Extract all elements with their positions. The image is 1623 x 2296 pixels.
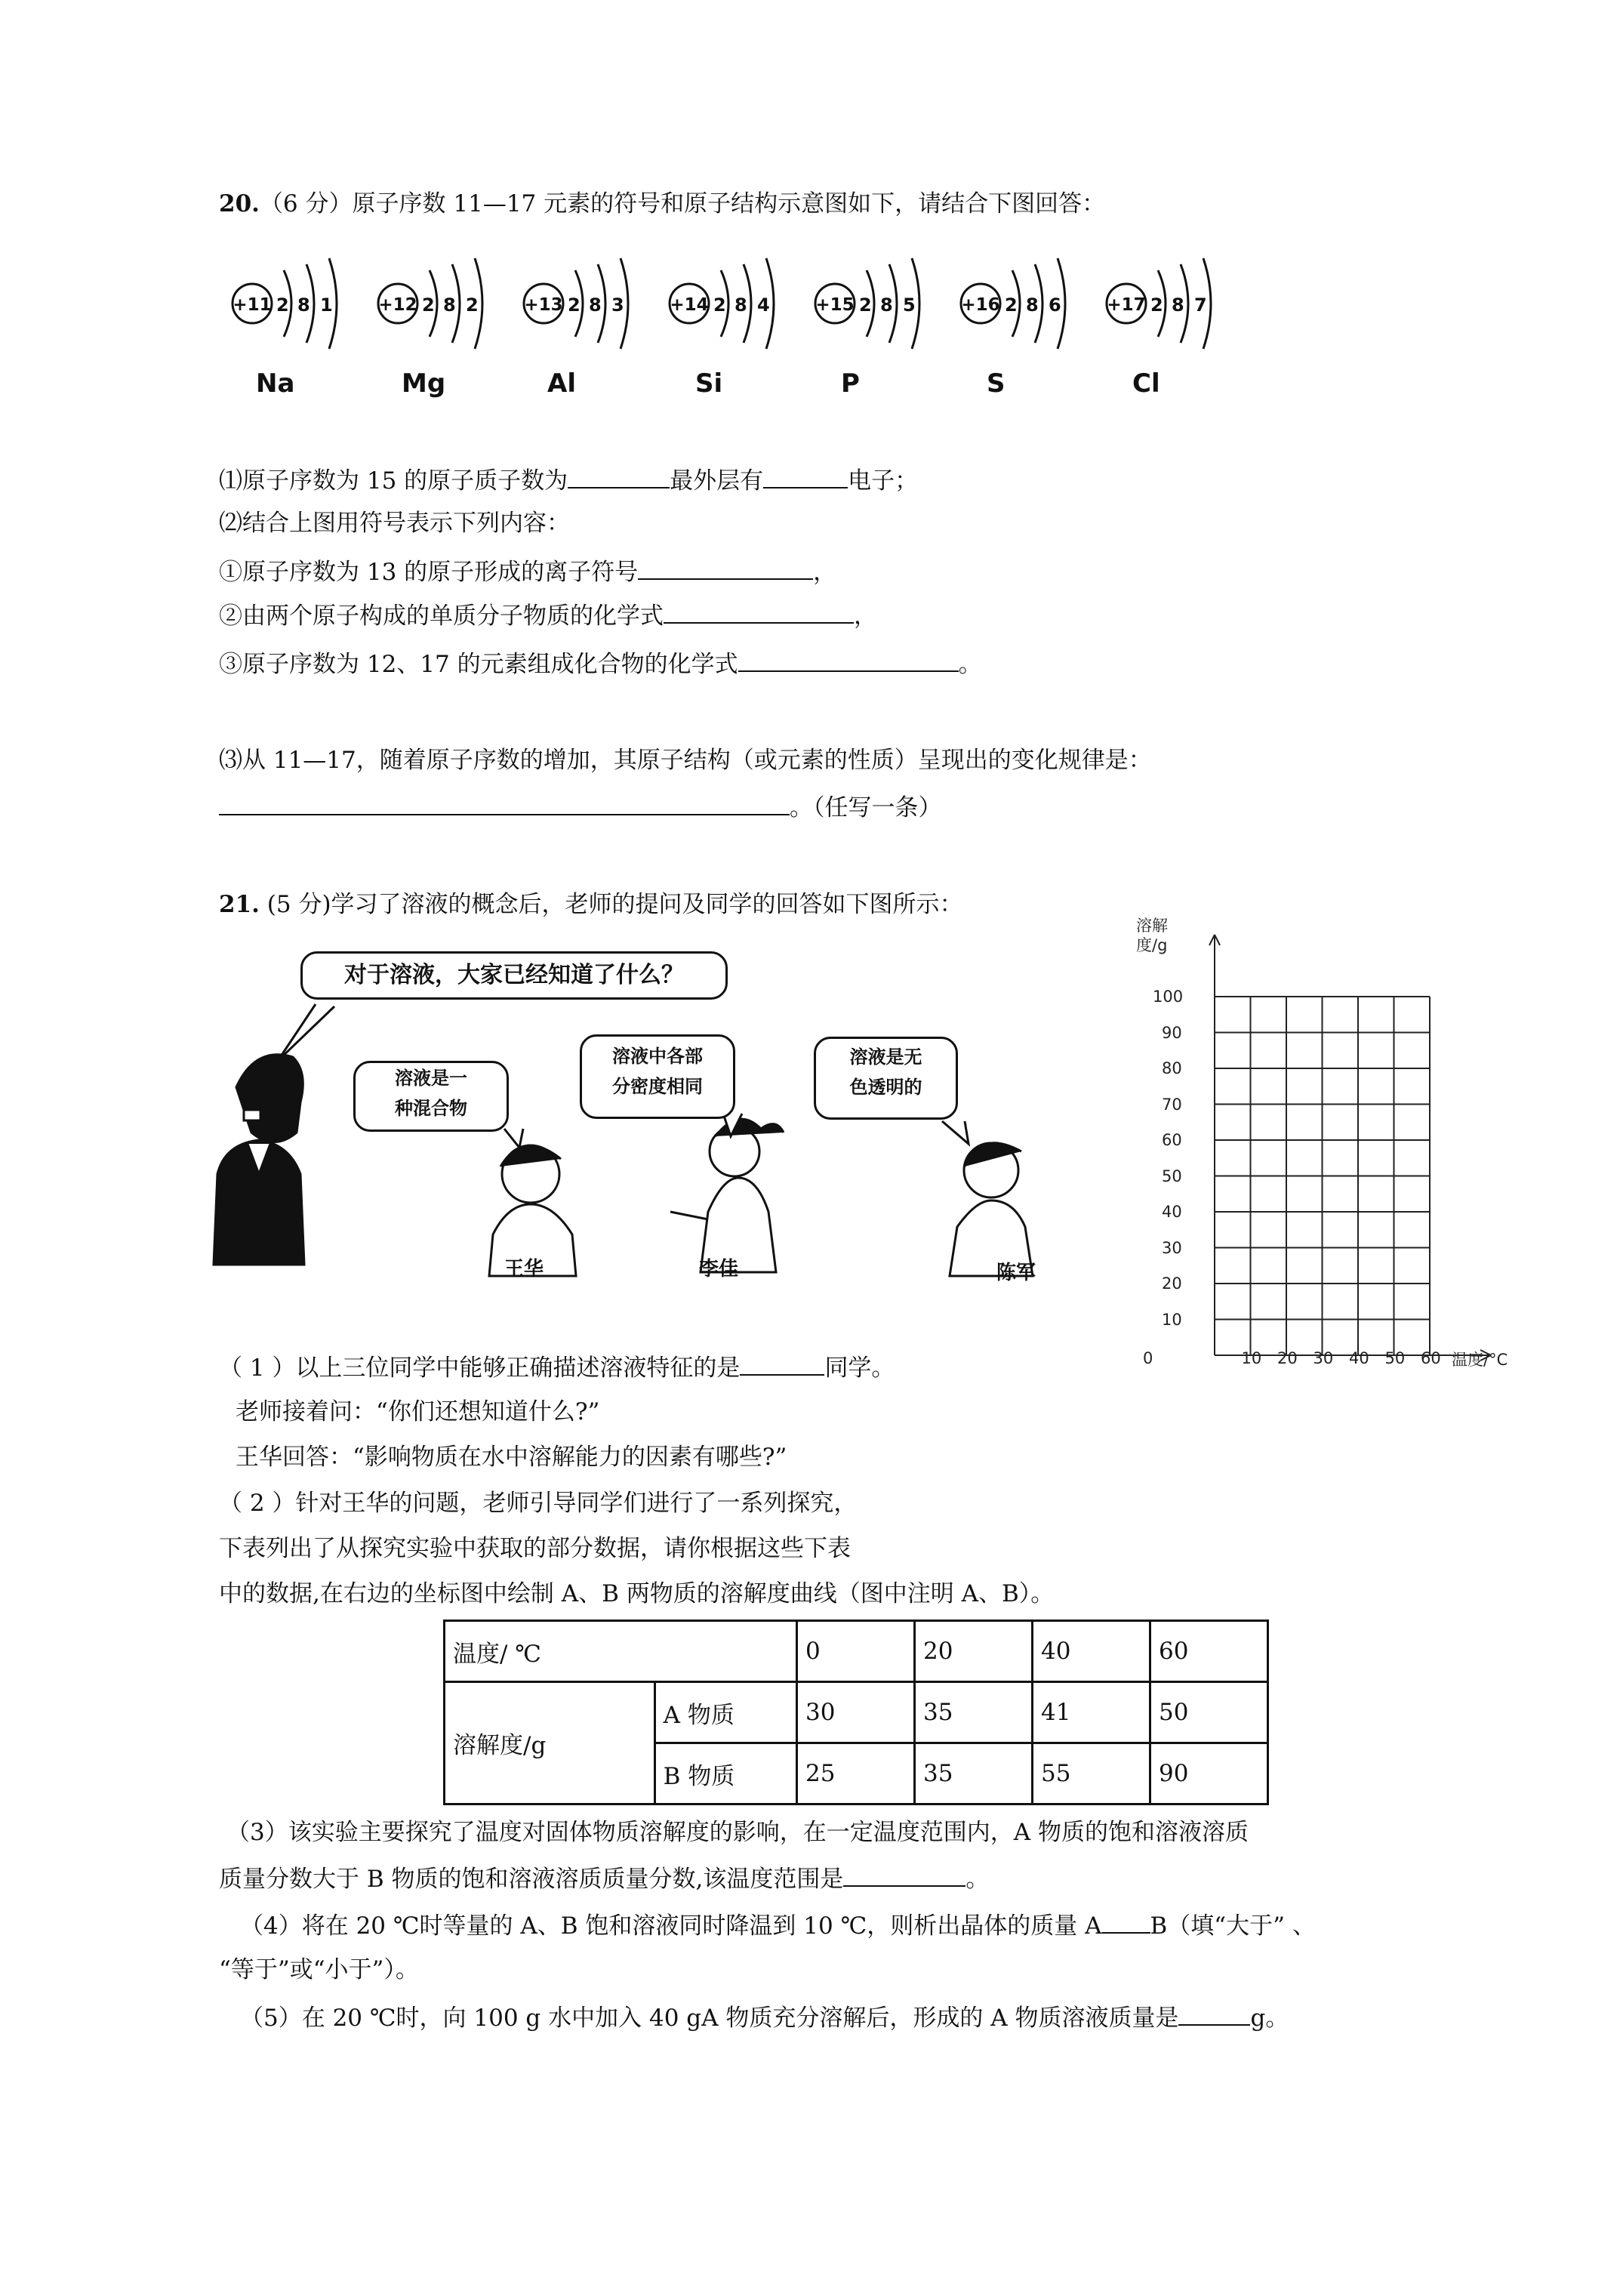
wang-bubble-tail — [504, 1129, 523, 1148]
q20-part2-1 — [219, 556, 836, 587]
x-tick-label: 50 — [1384, 1349, 1406, 1367]
q20-part2-2 — [219, 599, 877, 631]
q20-part2-1-text: ①原子序数为 13 的原子形成的离子符号 — [219, 559, 639, 586]
answer-blank-student[interactable] — [740, 1351, 824, 1376]
shell-electron-count: 2 — [422, 294, 435, 316]
answer-blank-solution-mass[interactable] — [1178, 2002, 1250, 2026]
atom-diagram — [815, 258, 919, 349]
y-tick-label: 100 — [1153, 988, 1184, 1006]
shell-electron-count: 8 — [735, 294, 747, 316]
graph-ylabel-line2: 度/g — [1136, 936, 1168, 954]
answer-blank-compound-formula[interactable] — [738, 648, 959, 672]
y-tick-label: 40 — [1162, 1203, 1182, 1221]
table-substance-b: B 物质 — [654, 1743, 796, 1804]
atom-diagram — [378, 258, 482, 349]
element-symbol: Cl — [1132, 368, 1160, 399]
y-tick-label: 80 — [1162, 1059, 1182, 1077]
q21-part5-text: （5）在 20 ℃时，向 100 g 水中加入 40 gA 物质充分溶解后，形成的 A 物质溶液质量是 — [240, 2005, 1179, 2032]
solubility-graph[interactable] — [1136, 914, 1529, 1374]
nucleus-charge: +11 — [233, 295, 272, 315]
atom-diagram — [961, 258, 1065, 349]
q20-part2-3 — [219, 648, 982, 680]
shell-electron-count: 2 — [1150, 294, 1163, 316]
q21-teacher-asks: 老师接着问：“你们还想知道什么?” — [236, 1398, 600, 1425]
table-value-cell: 41 — [1033, 1682, 1150, 1743]
shell-electron-count: 1 — [320, 294, 333, 316]
q21-part2-line2: 下表列出了从探究实验中获取的部分数据，请你根据这些下表 — [219, 1535, 851, 1562]
y-tick-label: 20 — [1162, 1274, 1182, 1293]
element-symbol: Na — [256, 368, 295, 399]
atom-diagram — [524, 258, 628, 349]
element-symbol: S — [987, 368, 1006, 399]
graph-grid — [1136, 914, 1529, 1374]
shell-electron-count: 2 — [1005, 294, 1018, 316]
q20-part3: ⑶从 11—17，随着原子序数的增加，其原子结构（或元素的性质）呈现出的变化规律是： — [219, 747, 1152, 774]
q21-part5 — [240, 2002, 1289, 2033]
q21-intro: (5 分)学习了溶液的概念后，老师的提问及同学的回答如下图所示： — [266, 891, 963, 918]
answer-blank-ion-symbol[interactable] — [638, 556, 813, 580]
q20-part2-1-end: ， — [813, 559, 837, 586]
teacher-speech-bubble: 对于溶液，大家已经知道了什么？ — [300, 951, 728, 1000]
table-temp-cell: 60 — [1150, 1621, 1268, 1682]
chen-bubble-line2: 色透明的 — [849, 1077, 922, 1098]
q21-part3-line2 — [219, 1863, 989, 1894]
q21-part1-end: 同学。 — [824, 1354, 895, 1382]
element-symbol: P — [841, 368, 860, 399]
q20-part3-end: 。（任写一条） — [790, 794, 942, 821]
table-row-temperature — [445, 1621, 1268, 1682]
shell-electron-count: 5 — [903, 294, 916, 316]
y-tick-label: 60 — [1162, 1131, 1182, 1149]
shell-electron-count: 8 — [589, 294, 602, 316]
x-tick-label: 10 — [1241, 1349, 1262, 1367]
atom-diagram — [233, 258, 337, 349]
nucleus-charge: +12 — [378, 295, 417, 315]
q21-part4-line1 — [240, 1909, 1316, 1941]
q21-part1-text: （ 1 ）以上三位同学中能够正确描述溶液特征的是 — [219, 1354, 741, 1382]
shell-electron-count: 8 — [443, 294, 456, 316]
q20-part2: ⑵结合上图用符号表示下列内容： — [219, 510, 570, 537]
graph-origin-label: 0 — [1143, 1349, 1153, 1367]
q20-intro: （6 分）原子序数 11—17 元素的符号和原子结构示意图如下，请结合下图回答： — [259, 190, 1106, 217]
graph-y-axis-arrow — [1209, 935, 1220, 1355]
graph-ylabel-line1: 溶解 — [1136, 917, 1168, 935]
q20-part1 — [219, 464, 918, 496]
q21-part3-text: 质量分数大于 B 物质的饱和溶液溶质质量分数,该温度范围是 — [219, 1866, 844, 1893]
q21-part3-end: 。 — [965, 1866, 990, 1893]
x-tick-label: 40 — [1349, 1349, 1369, 1367]
table-header-solubility: 溶解度/g — [445, 1682, 655, 1804]
q21-part2-line1: （ 2 ）针对王华的问题，老师引导同学们进行了一系列探究， — [219, 1490, 858, 1517]
element-symbol: Si — [695, 368, 723, 399]
nucleus-charge: +14 — [670, 295, 709, 315]
q21-part4-text-a: （4）将在 20 ℃时等量的 A、B 饱和溶液同时降温到 10 ℃，则析出晶体的质量 A — [240, 1912, 1102, 1940]
shell-electron-count: 6 — [1049, 294, 1061, 316]
table-value-cell: 55 — [1033, 1743, 1150, 1804]
teacher-head — [236, 1055, 303, 1142]
teacher-bubble-tail — [278, 1004, 334, 1061]
shell-electron-count: 2 — [713, 294, 726, 316]
y-tick-label: 50 — [1162, 1166, 1182, 1185]
table-value-cell: 35 — [915, 1682, 1033, 1743]
q21-part4-line2: “等于”或“小于”）。 — [219, 1956, 419, 1983]
table-temp-cell: 20 — [915, 1621, 1033, 1682]
q20-part3-answer — [219, 791, 942, 823]
x-tick-label: 60 — [1421, 1349, 1441, 1367]
shell-electron-count: 2 — [276, 294, 289, 316]
x-tick-label: 30 — [1313, 1349, 1334, 1367]
li-bubble-line1: 溶液中各部 — [612, 1046, 703, 1067]
y-tick-label: 90 — [1162, 1023, 1182, 1042]
wang-speech-bubble — [353, 1061, 509, 1132]
q21-header — [219, 889, 963, 920]
answer-blank-diatomic-formula[interactable] — [664, 599, 854, 624]
q21-part3-line1: （3）该实验主要探究了温度对固体物质溶解度的影响，在一定温度范围内，A 物质的饱和溶液溶质 — [226, 1819, 1249, 1846]
q20-part1-text-a: ⑴原子序数为 15 的原子质子数为 — [219, 467, 568, 495]
li-bubble-line2: 分密度相同 — [612, 1076, 703, 1097]
q20-part2-3-text: ③原子序数为 12、17 的元素组成化合物的化学式 — [219, 651, 738, 678]
answer-blank-trend[interactable] — [219, 791, 790, 815]
q21-part5-end: g。 — [1250, 2005, 1289, 2032]
shell-electron-count: 4 — [757, 294, 770, 316]
cartoon-figures — [202, 948, 1063, 1302]
q20-header — [219, 189, 1105, 219]
q20-part2-2-end: ， — [854, 603, 877, 630]
shell-electron-count: 8 — [1026, 294, 1039, 316]
answer-blank-outer-electrons[interactable] — [763, 464, 848, 488]
li-name-label: 李佳 — [699, 1258, 739, 1281]
q21-part4-text-b: B（填“大于” 、 — [1150, 1912, 1316, 1940]
classroom-cartoon — [202, 948, 1063, 1302]
wang-bubble-line1: 溶液是一 — [395, 1068, 467, 1089]
q20-number: 20. — [219, 190, 260, 217]
table-value-cell: 35 — [915, 1743, 1033, 1804]
q20-part1-text-c: 电子； — [848, 467, 919, 495]
solubility-table — [443, 1620, 1269, 1805]
table-value-cell: 25 — [797, 1743, 915, 1804]
shell-electron-count: 2 — [859, 294, 872, 316]
shell-electron-count: 7 — [1194, 294, 1207, 316]
graph-xlabel: 温度/°C — [1452, 1351, 1508, 1369]
answer-blank-proton-count[interactable] — [568, 464, 670, 488]
table-temp-cell: 40 — [1033, 1621, 1150, 1682]
element-symbol: Al — [547, 368, 576, 399]
chen-name-label: 陈军 — [996, 1262, 1036, 1284]
q21-part2-line3: 中的数据,在右边的坐标图中绘制 A、B 两物质的溶解度曲线（图中注明 A、B）。 — [219, 1580, 1055, 1607]
answer-blank-compare[interactable] — [1102, 1909, 1150, 1934]
nucleus-charge: +16 — [961, 295, 1000, 315]
wang-name-label: 王华 — [504, 1258, 544, 1281]
chen-bubble-line1: 溶液是无 — [849, 1046, 922, 1068]
q20-part2-2-text: ②由两个原子构成的单质分子物质的化学式 — [219, 603, 664, 630]
table-value-cell: 50 — [1150, 1682, 1268, 1743]
shell-electron-count: 8 — [1172, 294, 1184, 316]
table-header-temperature: 温度/ ℃ — [445, 1621, 797, 1682]
teacher-name-label: 老师 — [219, 1213, 259, 1235]
table-temp-cell: 0 — [797, 1621, 915, 1682]
y-tick-label: 10 — [1162, 1310, 1182, 1329]
shell-electron-count: 2 — [466, 294, 479, 316]
table-value-cell: 90 — [1150, 1743, 1268, 1804]
table-value-cell: 30 — [797, 1682, 915, 1743]
atom-structure-diagrams — [219, 257, 1246, 370]
shell-electron-count: 8 — [297, 294, 310, 316]
y-tick-label: 30 — [1162, 1238, 1182, 1257]
q21-wang-answers: 王华回答：“影响物质在水中溶解能力的因素有哪些?” — [236, 1444, 787, 1471]
shell-electron-count: 3 — [611, 294, 624, 316]
li-speech-bubble — [580, 1034, 735, 1119]
y-tick-label: 70 — [1162, 1095, 1182, 1114]
shell-electron-count: 2 — [568, 294, 581, 316]
nucleus-charge: +15 — [815, 295, 855, 315]
shell-electron-count: 8 — [880, 294, 893, 316]
nucleus-charge: +17 — [1107, 295, 1146, 315]
wang-hair — [500, 1145, 561, 1166]
nucleus-charge: +13 — [524, 295, 563, 315]
answer-blank-temp-range[interactable] — [843, 1863, 965, 1887]
q21-part1 — [219, 1351, 895, 1383]
element-symbol: Mg — [402, 368, 446, 399]
chen-bubble-tail — [942, 1121, 969, 1144]
atom-diagram — [670, 258, 774, 349]
x-tick-label: 20 — [1277, 1349, 1298, 1367]
chen-speech-bubble — [814, 1037, 958, 1120]
teacher-glasses — [244, 1110, 260, 1120]
q20-part1-text-b: 最外层有 — [670, 467, 764, 495]
wang-bubble-line2: 种混合物 — [395, 1098, 467, 1119]
table-substance-a: A 物质 — [654, 1682, 796, 1743]
table-row-a — [445, 1682, 1268, 1743]
q21-number: 21. — [219, 891, 260, 918]
li-arm — [670, 1212, 708, 1219]
q20-part2-3-end: 。 — [958, 651, 982, 678]
atom-diagram — [1107, 258, 1211, 349]
